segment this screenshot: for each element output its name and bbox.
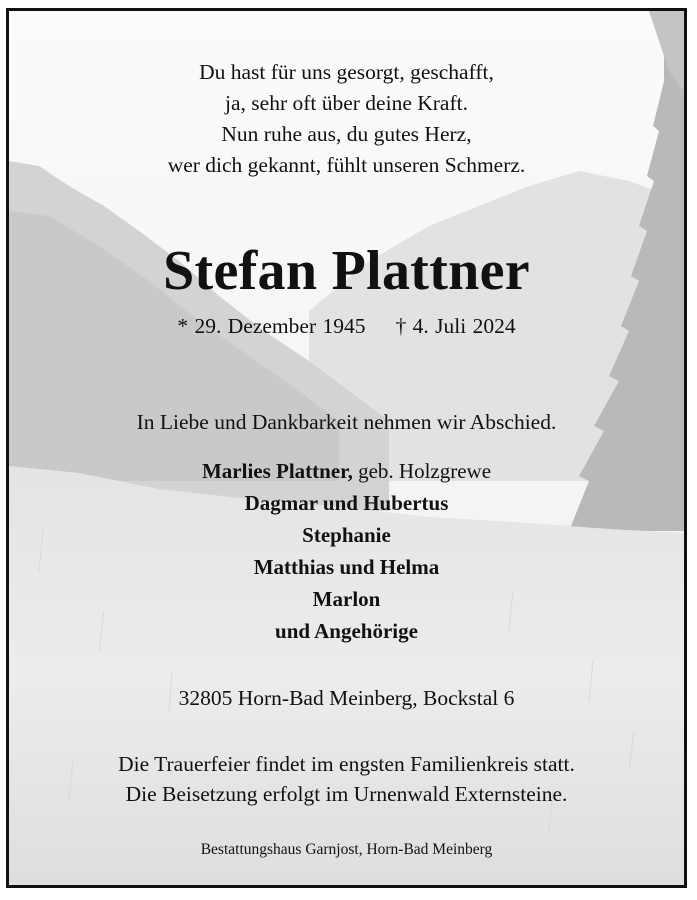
ceremony-line: Die Beisetzung erfolgt im Urnenwald Externsteine. (125, 782, 568, 806)
poem-line: ja, sehr oft über deine Kraft. (225, 91, 468, 115)
poem-line: wer dich gekannt, fühlt unseren Schmerz. (167, 153, 526, 177)
obituary-frame (6, 8, 687, 888)
death-date: † 4. Juli 2024 (395, 314, 516, 338)
poem-line: Nun ruhe aus, du gutes Herz, (221, 122, 472, 146)
mourner-name: Dagmar und Hubertus (244, 491, 449, 515)
address: 32805 Horn-Bad Meinberg, Bockstal 6 (178, 686, 515, 710)
mourner-name: Stephanie (302, 523, 391, 547)
poem-line: Du hast für uns gesorgt, geschafft, (199, 60, 494, 84)
mourners-list (9, 455, 684, 647)
mourner-line (9, 455, 684, 487)
ceremony-line: Die Trauerfeier findet im engsten Familienkreis statt. (118, 752, 575, 776)
mourner-maiden-name: geb. Holzgrewe (352, 459, 492, 483)
life-dates (9, 311, 684, 341)
mourner-name: und Angehörige (275, 619, 418, 643)
birth-date: * 29. Dezember 1945 (177, 314, 366, 338)
mourner-name: Marlon (312, 587, 381, 611)
deceased-name: Stefan Plattner (163, 240, 530, 302)
farewell-text: In Liebe und Dankbarkeit nehmen wir Abschied. (136, 410, 557, 434)
poem (9, 57, 684, 181)
funeral-home: Bestattungshaus Garnjost, Horn-Bad Meinberg (200, 841, 493, 858)
ceremony-info (9, 749, 684, 809)
mourner-name: Marlies Plattner, (201, 459, 353, 483)
mourner-name: Matthias und Helma (253, 555, 440, 579)
